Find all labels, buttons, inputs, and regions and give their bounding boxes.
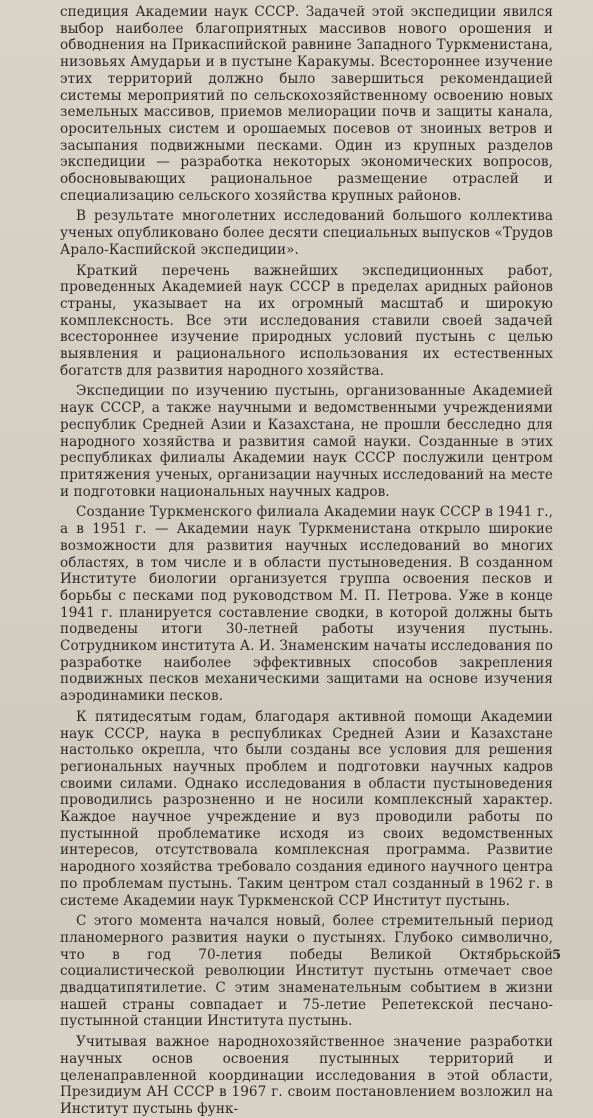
page-number: 5 <box>552 948 562 963</box>
paragraph-6: К пятидесятым годам, благодаря активной помощи Академии наук СССР, наука в республиках Средней Азии и Казахстане настолько окрепла, что были созданы все условия для решения региональных научных проблем и подготовки научных кадров своими силами. Однако исследования в области пустыноведения проводились разрозненно и не носили комплексный характер. Каждое научное учреждение и вуз проводили работы по пустынной проблематике исходя из своих ведомственных интересов, отсутствовала комплексная программа. Развитие народного хозяйства требовало создания единого научного центра по проблемам пустынь. Таким центром стал созданный в 1962 г. в системе Академии наук Туркменской ССР Институт пустынь. <box>60 708 553 909</box>
paragraph-4: Экспедиции по изучению пустынь, организованные Академией наук СССР, а также научными и ведомственными учреждениями республик Средней Азии и Казахстана, не прошли бесследно для народного хозяйства и развития самой науки. Созданные в этих республиках филиалы Академии наук СССР послужили центром притяжения ученых, организации научных исследований на месте и подготовки национальных научных кадров. <box>60 383 553 500</box>
page-text <box>60 4 553 1118</box>
paragraph-7: С этого момента начался новый, более стремительный период планомерного развития науки о пустынях. Глубоко символично, что в год 70-летия победы Великой Октябрьской социалистической революции Институт пустынь отмечает свое двадцатипятилетие. С этим знаменательным событием в жизни нашей страны совпадает и 75-летие Репетекской песчано-пустынной станции Института пустынь. <box>60 913 553 1030</box>
paragraph-5: Создание Туркменского филиала Академии наук СССР в 1941 г., а в 1951 г. — Академии наук Туркменистана открыло широкие возможности для развития научных исследований во многих областях, в том числе и в области пустыноведения. В созданном Институте биологии организуется группа освоения песков и борьбы с песками под руководством М. П. Петрова. Уже в конце 1941 г. планируется составление сводки, в которой должны быть подведены итоги 30-летней работы изучения пустынь. Сотрудником института А. И. Знаменским начаты исследования по разработке наиболее эффективных способов закрепления подвижных песков механическими защитами на основе изучения аэродинамики песков. <box>60 504 553 705</box>
paragraph-8: Учитывая важное народнохозяйственное значение разработки научных основ освоения пустынных территорий и целенаправленной координации исследования в этой области, Президиум АН СССР в 1967 г. своим постановлением возложил на Институт пустынь функ- <box>60 1034 553 1117</box>
paragraph-2: В результате многолетних исследований большого коллектива ученых опубликовано более десяти специальных выпусков «Трудов Арало-Каспийской экспедиции». <box>60 208 553 258</box>
paragraph-1: спедиция Академии наук СССР. Задачей этой экспедиции явился выбор наиболее благоприятных массивов нового орошения и обводнения на Прикаспийской равнине Западного Туркменистана, низовьях Амударьи и в пустыне Каракумы. Всестороннее изучение этих территорий должно было завершиться рекомендацией системы мероприятий по сельскохозяйственному освоению новых земельных массивов, приемов мелиорации почв и защиты канала, оросительных систем и орошаемых посевов от зноиных ветров и засыпания подвижными песками. Один из крупных разделов экспедиции — разработка некоторых экономических вопросов, обосновывающих рациональное размещение отраслей и специализацию сельского хозяйства крупных районов. <box>60 4 553 204</box>
paragraph-3: Краткий перечень важнейших экспедиционных работ, проведенных Академией наук СССР в пределах аридных районов страны, указывает на их огромный масштаб и широкую комплексность. Все эти исследования ставили своей задачей всестороннее изучение природных условий пустынь с целью выявления и рационального использования их естественных богатств для развития народного хозяйства. <box>60 262 553 379</box>
